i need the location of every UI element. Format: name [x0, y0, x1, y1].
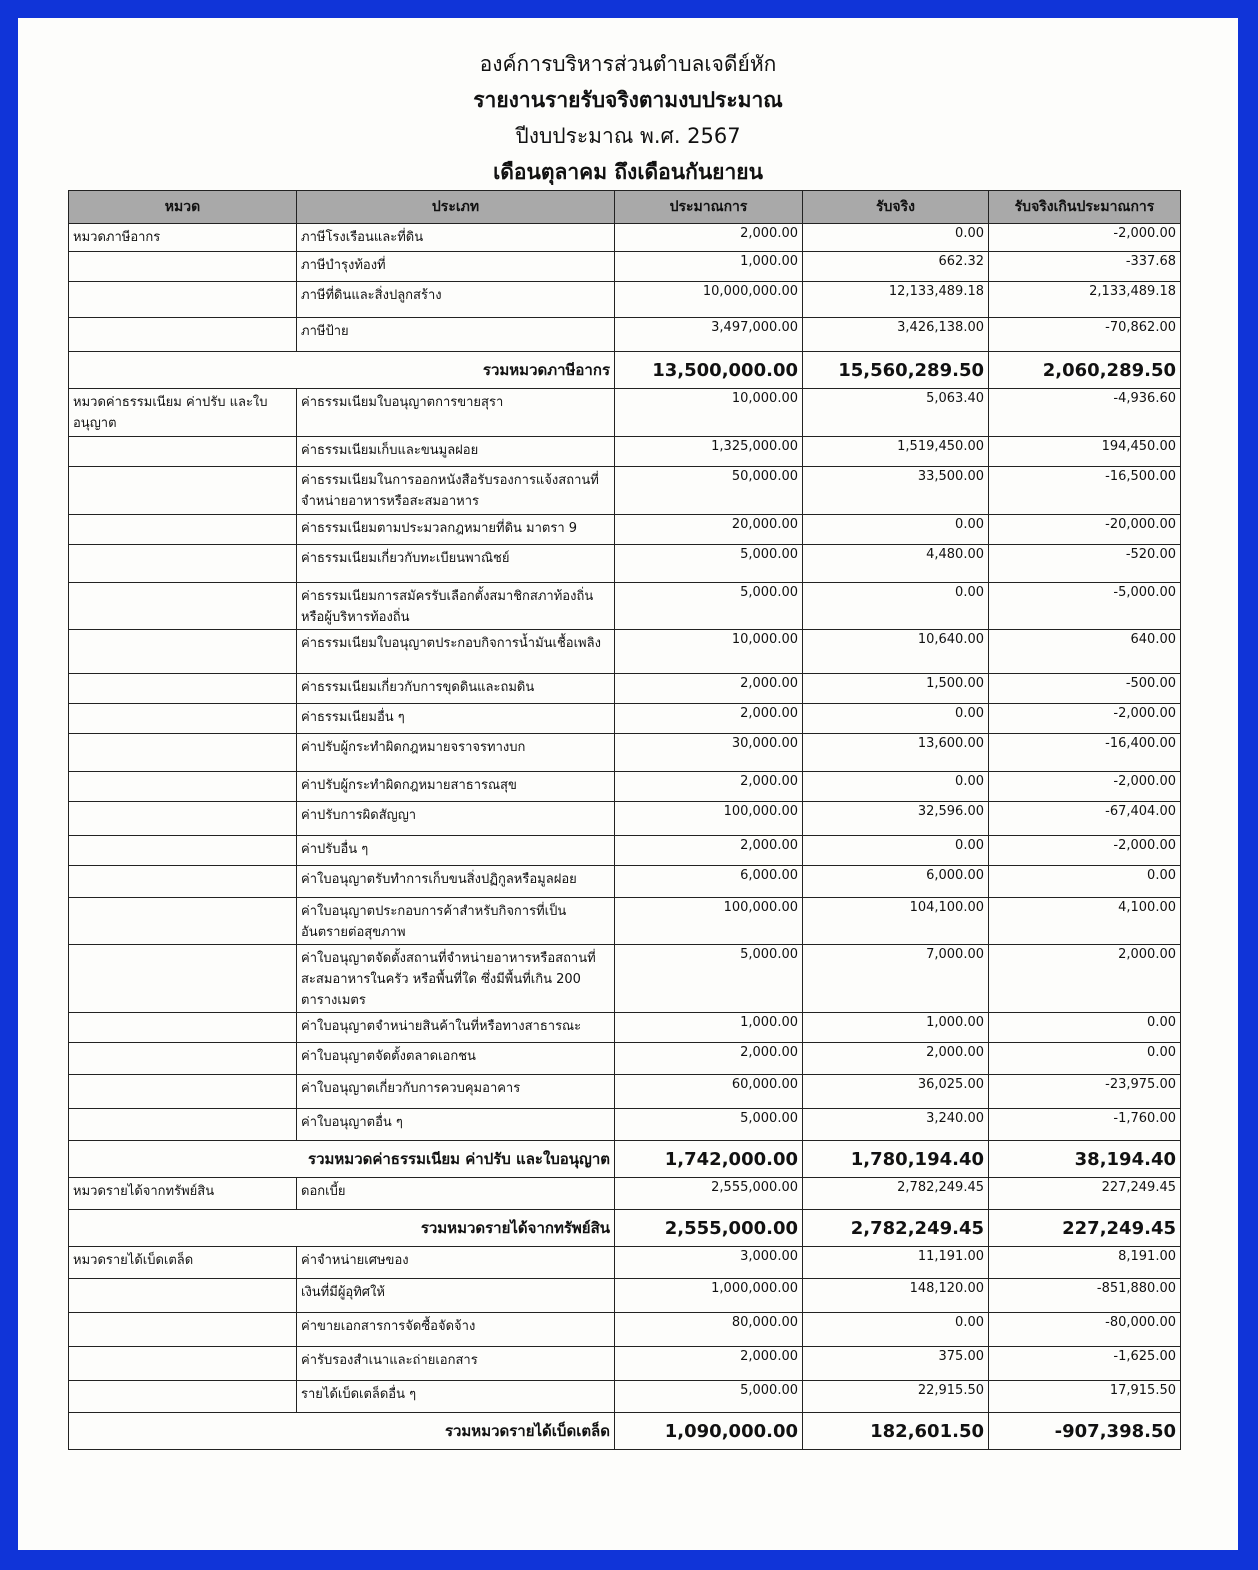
- actual-cell: 36,025.00: [803, 1075, 989, 1109]
- diff-cell: 17,915.50: [989, 1381, 1181, 1413]
- table-body: [69, 224, 1181, 1450]
- category-cell-empty: [69, 282, 297, 318]
- diff-cell: 0.00: [989, 1013, 1181, 1043]
- type-cell: ค่าใบอนุญาตจัดตั้งสถานที่จำหน่ายอาหารหรือสถานที่สะสมอาหารในครัว หรือพื้นที่ใด ซึ่งมีพื้นที่เกิน 200 ตารางเมตร: [297, 945, 615, 1013]
- type-cell: ภาษีโรงเรือนและที่ดิน: [297, 224, 615, 252]
- table-row: [69, 704, 1181, 734]
- subtotal-row: [69, 1141, 1181, 1178]
- type-cell: ค่าใบอนุญาตจัดตั้งตลาดเอกชน: [297, 1043, 615, 1075]
- diff-cell: 2,133,489.18: [989, 282, 1181, 318]
- type-cell: ค่าขายเอกสารการจัดซื้อจัดจ้าง: [297, 1313, 615, 1347]
- diff-cell: -80,000.00: [989, 1313, 1181, 1347]
- actual-cell: 2,782,249.45: [803, 1178, 989, 1210]
- type-cell: ค่าปรับอื่น ๆ: [297, 836, 615, 866]
- actual-cell: 2,000.00: [803, 1043, 989, 1075]
- estimate-cell: 20,000.00: [615, 515, 803, 545]
- type-cell: ค่าธรรมเนียมในการออกหนังสือรับรองการแจ้งสถานที่จำหน่ายอาหารหรือสะสมอาหาร: [297, 467, 615, 515]
- diff-cell: 0.00: [989, 1043, 1181, 1075]
- table-row: [69, 252, 1181, 282]
- category-cell-empty: [69, 515, 297, 545]
- diff-cell: -70,862.00: [989, 318, 1181, 352]
- category-cell-empty: [69, 1043, 297, 1075]
- table-row: [69, 898, 1181, 945]
- diff-cell: -1,625.00: [989, 1347, 1181, 1381]
- type-cell: รายได้เบ็ดเตล็ดอื่น ๆ: [297, 1381, 615, 1413]
- table-row: [69, 515, 1181, 545]
- diff-cell: -500.00: [989, 674, 1181, 704]
- actual-cell: 0.00: [803, 583, 989, 630]
- diff-cell: -16,500.00: [989, 467, 1181, 515]
- actual-cell: 1,500.00: [803, 674, 989, 704]
- actual-cell: 0.00: [803, 704, 989, 734]
- table-row: [69, 836, 1181, 866]
- actual-cell: 0.00: [803, 224, 989, 252]
- diff-cell: -4,936.60: [989, 389, 1181, 437]
- diff-cell: 194,450.00: [989, 437, 1181, 467]
- actual-cell: 5,063.40: [803, 389, 989, 437]
- category-cell-empty: [69, 802, 297, 836]
- diff-cell: -2,000.00: [989, 836, 1181, 866]
- category-cell-empty: [69, 836, 297, 866]
- table-row: [69, 734, 1181, 772]
- estimate-cell: 10,000.00: [615, 630, 803, 674]
- col-header-actual: รับจริง: [803, 191, 989, 224]
- table-row: [69, 674, 1181, 704]
- subtotal-diff: 2,060,289.50: [989, 352, 1181, 389]
- category-cell-empty: [69, 630, 297, 674]
- type-cell: ภาษีป้าย: [297, 318, 615, 352]
- fiscal-year: ปีงบประมาณ พ.ศ. 2567: [515, 124, 741, 148]
- actual-cell: 32,596.00: [803, 802, 989, 836]
- subtotal-row: [69, 352, 1181, 389]
- estimate-cell: 5,000.00: [615, 945, 803, 1013]
- subtotal-actual: 15,560,289.50: [803, 352, 989, 389]
- type-cell: ค่าปรับการผิดสัญญา: [297, 802, 615, 836]
- diff-cell: 2,000.00: [989, 945, 1181, 1013]
- type-cell: ค่าจำหน่ายเศษของ: [297, 1247, 615, 1279]
- diff-cell: -2,000.00: [989, 704, 1181, 734]
- type-cell: ค่าธรรมเนียมใบอนุญาตการขายสุรา: [297, 389, 615, 437]
- diff-cell: -2,000.00: [989, 224, 1181, 252]
- type-cell: ค่าธรรมเนียมใบอนุญาตประกอบกิจการน้ำมันเชื้อเพลิง: [297, 630, 615, 674]
- estimate-cell: 2,555,000.00: [615, 1178, 803, 1210]
- estimate-cell: 1,325,000.00: [615, 437, 803, 467]
- table-row: [69, 866, 1181, 898]
- table-row: [69, 1109, 1181, 1141]
- estimate-cell: 2,000.00: [615, 1043, 803, 1075]
- diff-cell: 227,249.45: [989, 1178, 1181, 1210]
- category-cell: หมวดภาษีอากร: [69, 224, 297, 252]
- table-row: [69, 945, 1181, 1013]
- estimate-cell: 1,000.00: [615, 252, 803, 282]
- estimate-cell: 10,000.00: [615, 389, 803, 437]
- actual-cell: 10,640.00: [803, 630, 989, 674]
- subtotal-actual: 182,601.50: [803, 1413, 989, 1450]
- estimate-cell: 60,000.00: [615, 1075, 803, 1109]
- category-cell-empty: [69, 1013, 297, 1043]
- category-cell-empty: [69, 252, 297, 282]
- table-row: [69, 389, 1181, 437]
- category-cell-empty: [69, 545, 297, 583]
- category-cell-empty: [69, 674, 297, 704]
- actual-cell: 1,000.00: [803, 1013, 989, 1043]
- diff-cell: -520.00: [989, 545, 1181, 583]
- estimate-cell: 100,000.00: [615, 802, 803, 836]
- estimate-cell: 5,000.00: [615, 545, 803, 583]
- subtotal-estimate: 2,555,000.00: [615, 1210, 803, 1247]
- actual-cell: 148,120.00: [803, 1279, 989, 1313]
- diff-cell: -23,975.00: [989, 1075, 1181, 1109]
- actual-cell: 11,191.00: [803, 1247, 989, 1279]
- actual-cell: 6,000.00: [803, 866, 989, 898]
- diff-cell: -337.68: [989, 252, 1181, 282]
- type-cell: ค่าธรรมเนียมเก็บและขนมูลฝอย: [297, 437, 615, 467]
- estimate-cell: 3,000.00: [615, 1247, 803, 1279]
- type-cell: ค่าปรับผู้กระทำผิดกฎหมายสาธารณสุข: [297, 772, 615, 802]
- actual-cell: 22,915.50: [803, 1381, 989, 1413]
- table-row: [69, 1247, 1181, 1279]
- table-row: [69, 1178, 1181, 1210]
- category-cell-empty: [69, 1109, 297, 1141]
- estimate-cell: 1,000.00: [615, 1013, 803, 1043]
- type-cell: ค่าธรรมเนียมเกี่ยวกับทะเบียนพาณิชย์: [297, 545, 615, 583]
- table-row: [69, 1013, 1181, 1043]
- estimate-cell: 5,000.00: [615, 1381, 803, 1413]
- diff-cell: -20,000.00: [989, 515, 1181, 545]
- actual-cell: 4,480.00: [803, 545, 989, 583]
- diff-cell: 640.00: [989, 630, 1181, 674]
- subtotal-label: รวมหมวดรายได้จากทรัพย์สิน: [69, 1210, 615, 1247]
- table-row: [69, 1279, 1181, 1313]
- table-row: [69, 1381, 1181, 1413]
- table-row: [69, 772, 1181, 802]
- subtotal-label: รวมหมวดภาษีอากร: [69, 352, 615, 389]
- type-cell: ค่ารับรองสำเนาและถ่ายเอกสาร: [297, 1347, 615, 1381]
- type-cell: ค่าใบอนุญาตเกี่ยวกับการควบคุมอาคาร: [297, 1075, 615, 1109]
- category-cell-empty: [69, 318, 297, 352]
- table-row: [69, 437, 1181, 467]
- diff-cell: -5,000.00: [989, 583, 1181, 630]
- table-row: [69, 802, 1181, 836]
- diff-cell: -67,404.00: [989, 802, 1181, 836]
- type-cell: ค่าธรรมเนียมตามประมวลกฎหมายที่ดิน มาตรา 9: [297, 515, 615, 545]
- table-row: [69, 1347, 1181, 1381]
- estimate-cell: 5,000.00: [615, 583, 803, 630]
- actual-cell: 0.00: [803, 836, 989, 866]
- actual-cell: 33,500.00: [803, 467, 989, 515]
- actual-cell: 3,240.00: [803, 1109, 989, 1141]
- category-cell: หมวดรายได้เบ็ดเตล็ด: [69, 1247, 297, 1279]
- category-cell-empty: [69, 898, 297, 945]
- type-cell: ดอกเบี้ย: [297, 1178, 615, 1210]
- category-cell-empty: [69, 772, 297, 802]
- estimate-cell: 2,000.00: [615, 1347, 803, 1381]
- category-cell-empty: [69, 1075, 297, 1109]
- estimate-cell: 2,000.00: [615, 836, 803, 866]
- table-row: [69, 1075, 1181, 1109]
- subtotal-actual: 1,780,194.40: [803, 1141, 989, 1178]
- category-cell-empty: [69, 704, 297, 734]
- subtotal-label: รวมหมวดรายได้เบ็ดเตล็ด: [69, 1413, 615, 1450]
- table-row: [69, 224, 1181, 252]
- type-cell: ค่าธรรมเนียมการสมัครรับเลือกตั้งสมาชิกสภาท้องถิ่นหรือผู้บริหารท้องถิ่น: [297, 583, 615, 630]
- estimate-cell: 2,000.00: [615, 772, 803, 802]
- category-cell-empty: [69, 467, 297, 515]
- diff-cell: -16,400.00: [989, 734, 1181, 772]
- actual-cell: 0.00: [803, 772, 989, 802]
- estimate-cell: 80,000.00: [615, 1313, 803, 1347]
- table-row: [69, 1313, 1181, 1347]
- org-name: องค์การบริหารส่วนตำบลเจดีย์หัก: [479, 52, 777, 76]
- type-cell: เงินที่มีผู้อุทิศให้: [297, 1279, 615, 1313]
- type-cell: ค่าธรรมเนียมอื่น ๆ: [297, 704, 615, 734]
- report-header: [18, 46, 1238, 190]
- estimate-cell: 30,000.00: [615, 734, 803, 772]
- actual-cell: 1,519,450.00: [803, 437, 989, 467]
- diff-cell: 4,100.00: [989, 898, 1181, 945]
- category-cell-empty: [69, 734, 297, 772]
- subtotal-row: [69, 1210, 1181, 1247]
- table-row: [69, 630, 1181, 674]
- estimate-cell: 10,000,000.00: [615, 282, 803, 318]
- actual-cell: 662.32: [803, 252, 989, 282]
- actual-cell: 3,426,138.00: [803, 318, 989, 352]
- report-period: เดือนตุลาคม ถึงเดือนกันยายน: [493, 160, 763, 184]
- estimate-cell: 2,000.00: [615, 674, 803, 704]
- category-cell-empty: [69, 866, 297, 898]
- document-page: [18, 18, 1238, 1550]
- subtotal-row: [69, 1413, 1181, 1450]
- category-cell-empty: [69, 1279, 297, 1313]
- type-cell: ภาษีบำรุงท้องที่: [297, 252, 615, 282]
- estimate-cell: 3,497,000.00: [615, 318, 803, 352]
- type-cell: ค่าธรรมเนียมเกี่ยวกับการขุดดินและถมดิน: [297, 674, 615, 704]
- category-cell-empty: [69, 1381, 297, 1413]
- report-title: รายงานรายรับจริงตามงบประมาณ: [473, 88, 783, 112]
- subtotal-estimate: 1,742,000.00: [615, 1141, 803, 1178]
- type-cell: ค่าใบอนุญาตจำหน่ายสินค้าในที่หรือทางสาธารณะ: [297, 1013, 615, 1043]
- col-header-type: ประเภท: [297, 191, 615, 224]
- table-row: [69, 282, 1181, 318]
- subtotal-actual: 2,782,249.45: [803, 1210, 989, 1247]
- type-cell: ค่าใบอนุญาตประกอบการค้าสำหรับกิจการที่เป็นอันตรายต่อสุขภาพ: [297, 898, 615, 945]
- estimate-cell: 2,000.00: [615, 704, 803, 734]
- subtotal-diff: 227,249.45: [989, 1210, 1181, 1247]
- diff-cell: 8,191.00: [989, 1247, 1181, 1279]
- table-row: [69, 545, 1181, 583]
- estimate-cell: 2,000.00: [615, 224, 803, 252]
- category-cell-empty: [69, 945, 297, 1013]
- col-header-category: หมวด: [69, 191, 297, 224]
- actual-cell: 375.00: [803, 1347, 989, 1381]
- subtotal-estimate: 1,090,000.00: [615, 1413, 803, 1450]
- estimate-cell: 100,000.00: [615, 898, 803, 945]
- table-header-row: [69, 191, 1181, 224]
- col-header-estimate: ประมาณการ: [615, 191, 803, 224]
- estimate-cell: 6,000.00: [615, 866, 803, 898]
- actual-cell: 104,100.00: [803, 898, 989, 945]
- diff-cell: 0.00: [989, 866, 1181, 898]
- type-cell: ค่าใบอนุญาตอื่น ๆ: [297, 1109, 615, 1141]
- actual-cell: 0.00: [803, 515, 989, 545]
- table-row: [69, 467, 1181, 515]
- category-cell-empty: [69, 437, 297, 467]
- estimate-cell: 1,000,000.00: [615, 1279, 803, 1313]
- type-cell: ค่าปรับผู้กระทำผิดกฎหมายจราจรทางบก: [297, 734, 615, 772]
- subtotal-diff: -907,398.50: [989, 1413, 1181, 1450]
- table-row: [69, 1043, 1181, 1075]
- table-row: [69, 318, 1181, 352]
- category-cell-empty: [69, 1347, 297, 1381]
- category-cell: หมวดค่าธรรมเนียม ค่าปรับ และใบอนุญาต: [69, 389, 297, 437]
- subtotal-diff: 38,194.40: [989, 1141, 1181, 1178]
- category-cell: หมวดรายได้จากทรัพย์สิน: [69, 1178, 297, 1210]
- table-row: [69, 583, 1181, 630]
- subtotal-label: รวมหมวดค่าธรรมเนียม ค่าปรับ และใบอนุญาต: [69, 1141, 615, 1178]
- actual-cell: 7,000.00: [803, 945, 989, 1013]
- diff-cell: -1,760.00: [989, 1109, 1181, 1141]
- diff-cell: -851,880.00: [989, 1279, 1181, 1313]
- type-cell: ภาษีที่ดินและสิ่งปลูกสร้าง: [297, 282, 615, 318]
- subtotal-estimate: 13,500,000.00: [615, 352, 803, 389]
- diff-cell: -2,000.00: [989, 772, 1181, 802]
- category-cell-empty: [69, 583, 297, 630]
- estimate-cell: 50,000.00: [615, 467, 803, 515]
- actual-cell: 0.00: [803, 1313, 989, 1347]
- category-cell-empty: [69, 1313, 297, 1347]
- col-header-diff: รับจริงเกินประมาณการ: [989, 191, 1181, 224]
- revenue-table: [68, 190, 1181, 1450]
- actual-cell: 12,133,489.18: [803, 282, 989, 318]
- estimate-cell: 5,000.00: [615, 1109, 803, 1141]
- type-cell: ค่าใบอนุญาตรับทำการเก็บขนสิ่งปฏิกูลหรือมูลฝอย: [297, 866, 615, 898]
- actual-cell: 13,600.00: [803, 734, 989, 772]
